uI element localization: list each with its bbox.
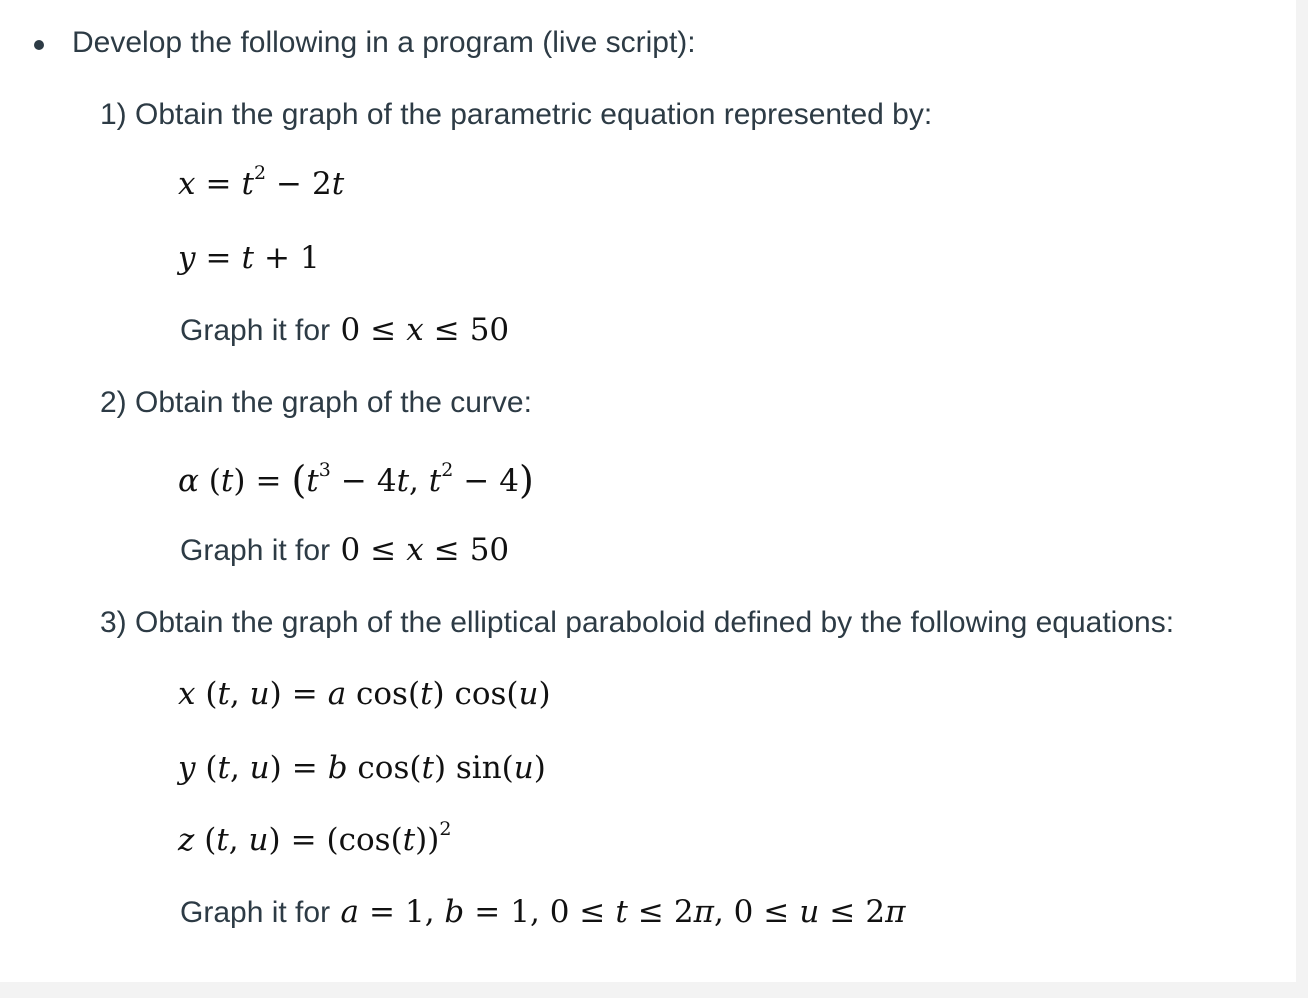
task3-graph-range [180,894,905,930]
bullet-marker [34,40,44,50]
task1-heading: 1) Obtain the graph of the parametric equation represented by: [100,98,933,131]
task3-heading: 3) Obtain the graph of the elliptical paraboloid defined by the following equations: [100,606,1175,639]
task3-equation-x: x (t, u) = a cos(t) cos(u) [178,676,551,712]
task2-graph-prefix: Graph it for [180,534,331,567]
task1-equation-x: $x = t^2 - 2t$ [178,162,345,202]
task3-range-math: a = 1, b = 1, 0 ≤ t ≤ 2π, 0 ≤ u ≤ 2π [340,894,906,930]
task1-range-math: 0 ≤ x ≤ 50 [340,312,510,348]
task2-heading: 2) Obtain the graph of the curve: [100,386,532,419]
intro-text: Develop the following in a program (live script): [72,26,696,59]
task1-graph-range [180,312,509,348]
task2-graph-range [180,532,509,568]
task2-equation-alpha: α $(t) = (t^3 - 4t$, $t^2 - 4$) [178,458,534,502]
task2-range-math: 0 ≤ x ≤ 50 [340,532,510,568]
task3-equation-z: z (t, $u) = (\cos(t))^2$ [178,818,452,858]
task3-equation-y: y (t, u) = b cos(t) sin(u) [178,750,546,786]
task1-equation-y: y = t + 1 [178,240,320,276]
task3-graph-prefix: Graph it for [180,896,331,929]
task1-graph-prefix: Graph it for [180,314,331,347]
